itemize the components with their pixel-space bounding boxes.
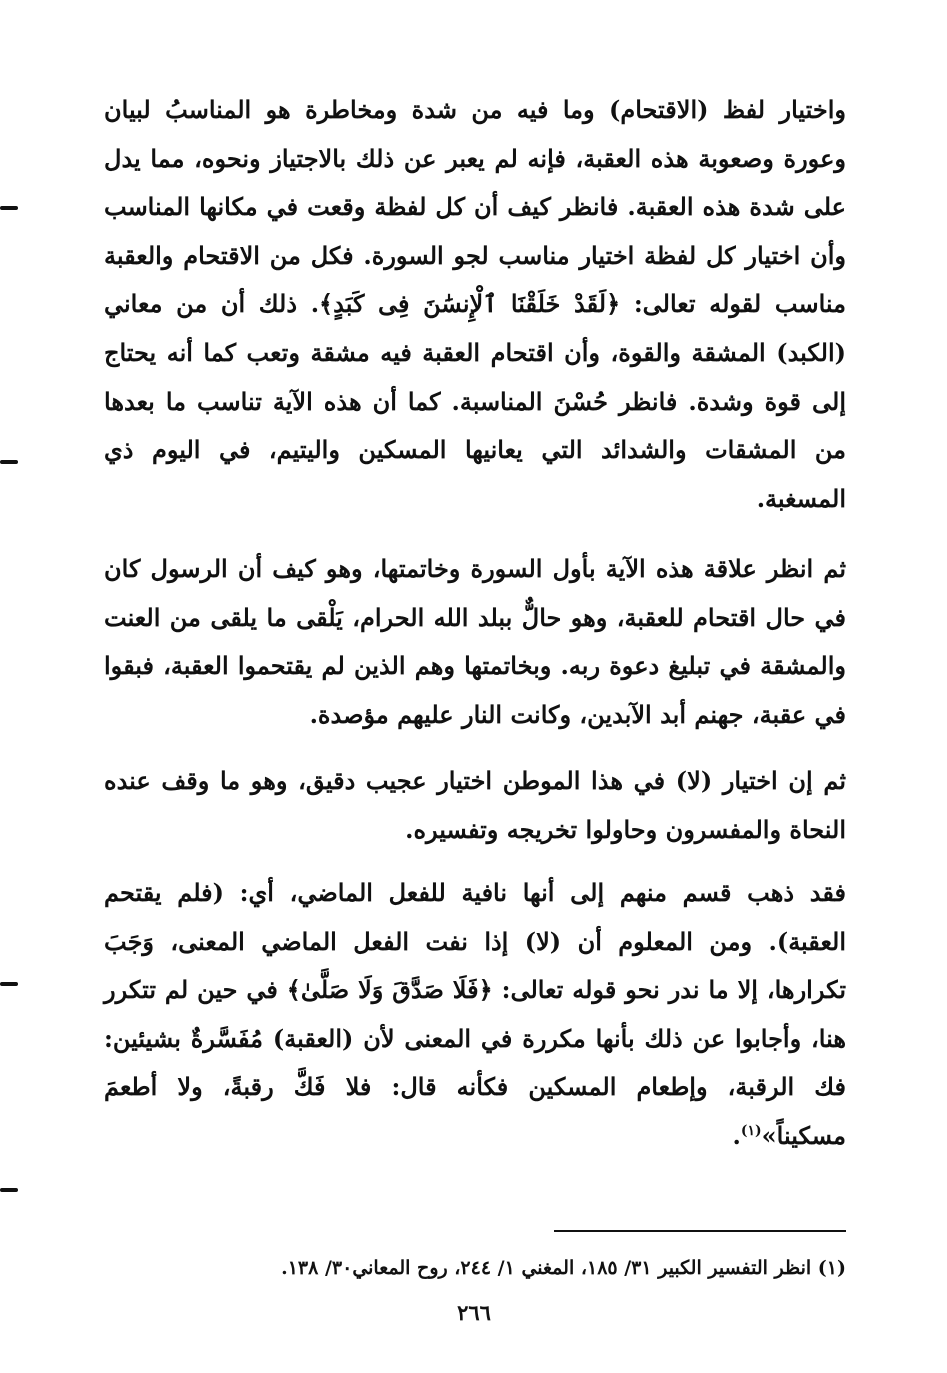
- margin-mark: [0, 982, 18, 986]
- footnote-divider: [554, 1230, 846, 1232]
- footnote: (١) انظر التفسير الكبير ٣١/ ١٨٥، المغني ١/ ٢٤٤، روح المعاني٣٠/ ١٣٨.: [281, 1257, 846, 1279]
- page-number: ٢٦٦: [457, 1300, 491, 1325]
- paragraph-3: ثم إن اختيار (لا) في هذا الموطن اختيار عجيب دقيق، وهو ما وقف عنده النحاة والمفسرون وحاولوا تخريجه وتفسيره.: [104, 766, 846, 844]
- paragraph-2: ثم انظر علاقة هذه الآية بأول السورة وخاتمتها، وهو كيف أن الرسول كان في حال اقتحام للعقبة، وهو حالٌّ ببلد الله الحرام، يَلْقى ما يلقى من العنت والمشقة في تبليغ دعوة ربه. وبخاتمتها وهم الذين لم يقتحموا العقبة، فبقوا في عقبة، جهنم أبد الآبدين، وكانت النار عليهم مؤصدة.: [104, 554, 846, 729]
- footnote-reference: (١): [740, 1122, 762, 1139]
- margin-mark: [0, 206, 18, 210]
- margin-mark: [0, 460, 18, 464]
- margin-mark: [0, 1188, 18, 1192]
- paragraph-4: [104, 869, 846, 1161]
- paragraph-1: واختيار لفظ (الاقتحام) وما فيه من شدة ومخاطرة هو المناسبُ لبيان وعورة وصعوبة هذه العقبة، فإنه لم يعبر عن ذلك بالاجتياز ونحوه، مما يدل على شدة هذه العقبة. فانظر كيف أن كل لفظة وقعت في مكانها المناسب وأن اختيار كل لفظة اختيار مناسب لجو السورة. فكل من الاقتحام والعقبة مناسب لقوله تعالى: ﴿لَقَدْ خَلَقْنَا ٱلْإِنسَٰنَ فِى كَبَدٍ﴾. ذلك أن من معاني (الكبد) المشقة والقوة، وأن اقتحام العقبة فيه مشقة وتعب كما أنه يحتاج إلى قوة وشدة. فانظر حُسْنَ المناسبة. كما أن هذه الآية تناسب ما بعدها من المشقات والشدائد التي يعانيها المسكين واليتيم، في اليوم ذي المسغبة.: [104, 95, 846, 513]
- paragraph-4-text: فقد ذهب قسم منهم إلى أنها نافية للفعل الماضي، أي: (فلم يقتحم العقبة). ومن المعلوم أن (لا) إذا نفت الفعل الماضي المعنى، وَجَبَ تكرارها، إلا ما ندر نحو قوله تعالى: ﴿فَلَا صَدَّقَ وَلَا صَلَّىٰ﴾ في حين لم تتكرر هنا، وأجابوا عن ذلك بأنها مكررة في المعنى لأن (العقبة) مُفَسَّرةٌ بشيئين: فك الرقبة، وإطعام المسكين فكأنه قال: فلا فَكَّ رقبةً، ولا أطعمَ مسكيناً»: [104, 878, 846, 1150]
- paragraph-4-end: .: [732, 1120, 741, 1150]
